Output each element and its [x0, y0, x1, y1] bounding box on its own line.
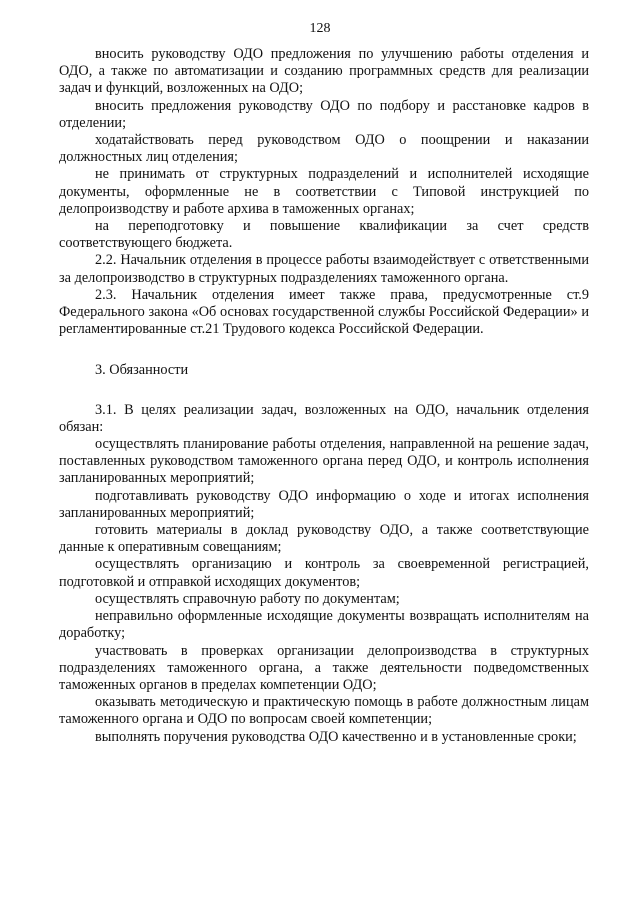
paragraph: ходатайствовать перед руководством ОДО о поощрении и наказании должностных лиц отделения;: [59, 132, 589, 166]
document-body: [59, 46, 589, 746]
paragraph: не принимать от структурных подразделений и исполнителей исходящие документы, оформленные не в соответствии с Типовой инструкцией по делопроизводству и работе архива в таможенных органах;: [59, 166, 589, 217]
paragraph: 2.3. Начальник отделения имеет также права, предусмотренные ст.9 Федерального закона «Об основах государственной службы Российской Федерации» и регламентированные ст.21 Трудового кодекса Российской Федерации.: [59, 286, 589, 338]
paragraph: выполнять поручения руководства ОДО качественно и в установленные сроки;: [95, 728, 577, 745]
paragraph: 3.1. В целях реализации задач, возложенных на ОДО, начальник отделения обязан:: [59, 401, 589, 435]
paragraph: вносить предложения руководству ОДО по подбору и расстановке кадров в отделении;: [59, 97, 589, 131]
paragraph: осуществлять планирование работы отделения, направленной на решение задач, поставленных руководством таможенного органа перед ОДО, и контроль исполнения запланированных мероприятий;: [59, 436, 589, 487]
paragraph: подготавливать руководству ОДО информацию о ходе и итогах исполнения запланированных мероприятий;: [59, 487, 589, 521]
paragraph: вносить руководству ОДО предложения по улучшению работы отделения и ОДО, а также по автоматизации и созданию программных средств для реализации задач и функций, возложенных на ОДО;: [59, 46, 589, 97]
paragraph: осуществлять справочную работу по документам;: [95, 590, 400, 607]
paragraph: участвовать в проверках организации делопроизводства в структурных подразделениях таможенного органа, а также деятельности подведомственных таможенных органов в пределах компетенции ОДО;: [59, 642, 589, 693]
paragraph: 2.2. Начальник отделения в процессе работы взаимодействует с ответственными за делопроизводство в структурных подразделениях таможенного органа.: [59, 252, 589, 286]
paragraph: готовить материалы в доклад руководству ОДО, а также соответствующие данные к оперативным совещаниям;: [59, 522, 589, 556]
paragraph: на переподготовку и повышение квалификации за счет средств соответствующего бюджета.: [59, 218, 589, 252]
paragraph: неправильно оформленные исходящие документы возвращать исполнителям на доработку;: [59, 608, 589, 642]
page-number: 128: [309, 21, 331, 36]
paragraph: осуществлять организацию и контроль за своевременной регистрацией, подготовкой и отправкой исходящих документов;: [59, 556, 589, 590]
paragraph: оказывать методическую и практическую помощь в работе должностным лицам таможенного органа и ОДО по вопросам своей компетенции;: [59, 694, 589, 728]
section-heading: 3. Обязанности: [95, 362, 189, 379]
